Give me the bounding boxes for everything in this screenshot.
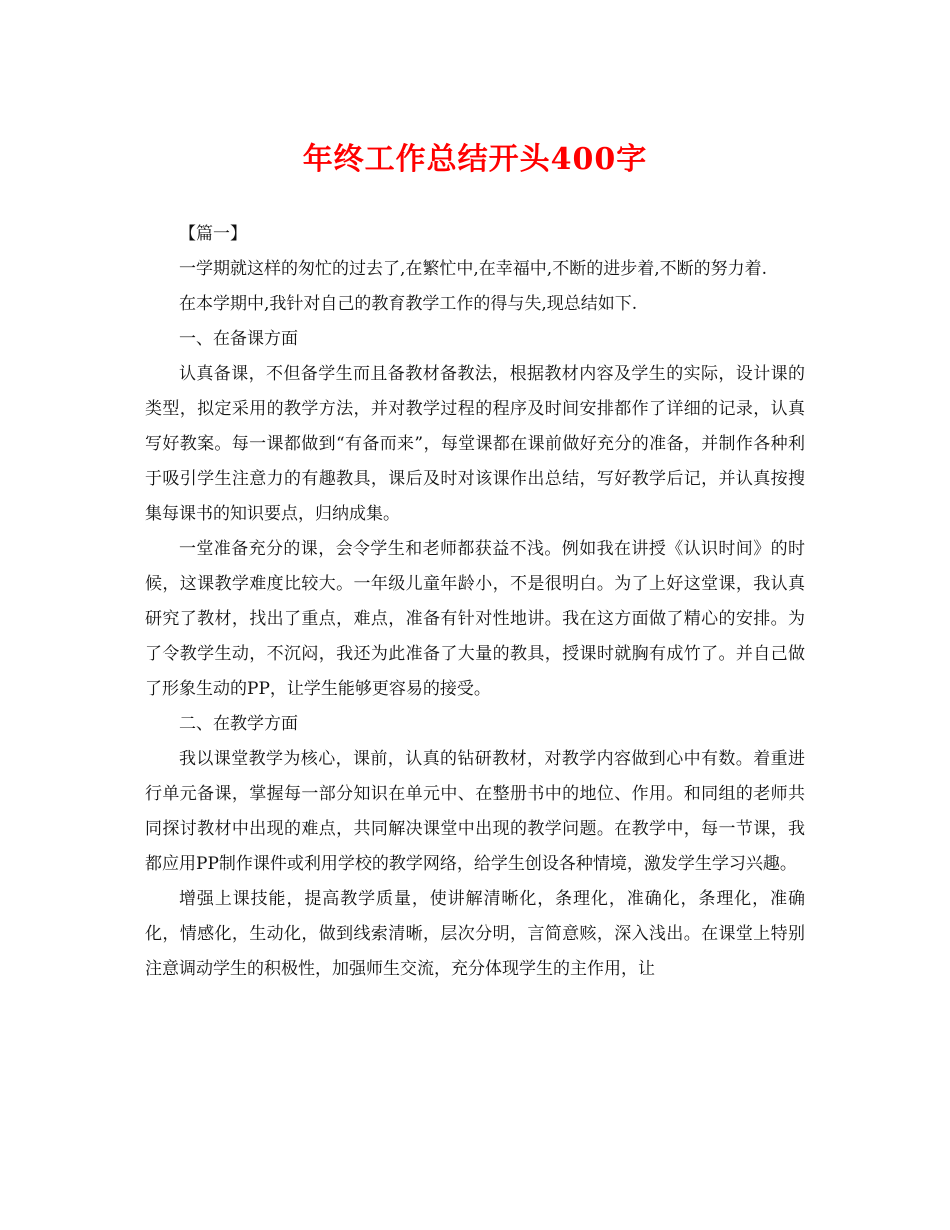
section-label: 【篇一】 (179, 224, 247, 244)
paragraph-lesson-prep: 认真备课，不但备学生而且备教材备教法，根据教材内容及学生的实际，设计课的类型，拟定采用的教学方法，并对教学过程的程序及时间安排都作了详细的记录，认真写好教案。每一课都做到“有备而来”，每堂课都在课前做好充分的准备，并制作各种利于吸引学生注意力的有趣教具，课后及时对该课作出总结，写好教学后记，并认真按搜集每课书的知识要点，归纳成集。 (145, 364, 805, 524)
paragraph-summary-lead: 在本学期中,我针对自己的教育教学工作的得与失,现总结如下. (179, 294, 638, 314)
paragraph-intro: 一学期就这样的匆忙的过去了,在繁忙中,在幸福中,不断的进步着,不断的努力着. (179, 259, 768, 279)
heading-teaching: 二、在教学方面 (179, 714, 298, 734)
paragraph-teaching: 我以课堂教学为核心，课前，认真的钻研教材，对教学内容做到心中有数。着重进行单元备课，掌握每一部分知识在单元中、在整册书中的地位、作用。和同组的老师共同探讨教材中出现的难点，共同解决课堂中出现的教学问题。在教学中，每一节课，我都应用PP制作课件或利用学校的教学网络，给学生创设各种情境，激发学生学习兴趣。 (145, 749, 805, 874)
document-title: 年终工作总结开头400字 (302, 142, 648, 177)
paragraph-skills: 增强上课技能，提高教学质量，使讲解清晰化，条理化，准确化，条理化，准确化，情感化，生动化，做到线索清晰，层次分明，言简意赅，深入浅出。在课堂上特别注意调动学生的积极性，加强师生交流，充分体现学生的主作用，让 (145, 889, 805, 979)
document-body (145, 217, 805, 987)
heading-lesson-prep: 一、在备课方面 (179, 329, 298, 349)
paragraph-lesson-example: 一堂准备充分的课，会令学生和老师都获益不浅。例如我在讲授《认识时间》的时候，这课教学难度比较大。一年级儿童年龄小，不是很明白。为了上好这堂课，我认真研究了教材，找出了重点，难点，准备有针对性地讲。我在这方面做了精心的安排。为了令教学生动，不沉闷，我还为此准备了大量的教具，授课时就胸有成竹了。并自己做了形象生动的PP，让学生能够更容易的接受。 (145, 539, 805, 699)
